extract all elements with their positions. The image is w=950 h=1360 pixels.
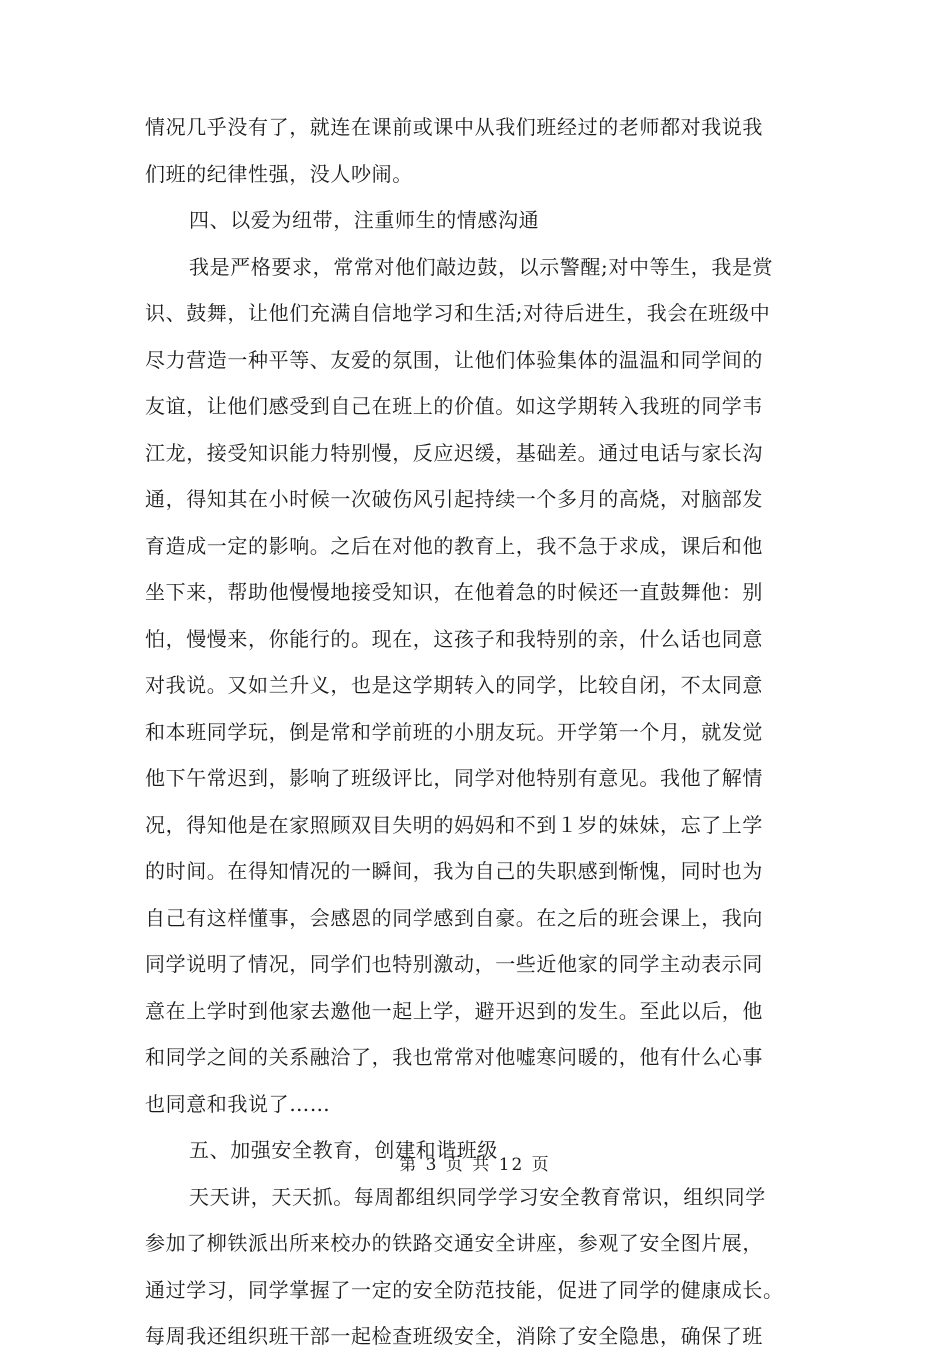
text-line: 每周我还组织班干部一起检查班级安全，消除了安全隐患，确保了班 [145,1324,763,1348]
text-line: 我是严格要求，常常对他们敲边鼓，以示警醒;对中等生，我是赏 [189,254,774,279]
text-line: 的时间。在得知情况的一瞬间，我为自己的失职感到惭愧，同时也为 [145,859,763,883]
text-line: 参加了柳铁派出所来校办的铁路交通安全讲座，参观了安全图片展， [145,1231,763,1255]
text-line: 也同意和我说了…… [145,1091,331,1116]
text-line: 同学说明了情况，同学们也特别激动，一些近他家的同学主动表示同 [145,952,763,976]
text-line: 和本班同学玩，倒是常和学前班的小朋友玩。开学第一个月，就发觉 [145,719,763,744]
text-line: 通过学习，同学掌握了一定的安全防范技能，促进了同学的健康成长。 [145,1277,784,1302]
text-line: 识、鼓舞，让他们充满自信地学习和生活;对待后进生，我会在班级中 [145,301,771,325]
page-number-footer: 第 3 页 共 12 页 [399,1155,551,1175]
text-line: 和同学之间的关系融洽了，我也常常对他嘘寒问暖的，他有什么心事 [145,1045,763,1069]
text-line: 情况几乎没有了，就连在课前或课中从我们班经过的老师都对我说我 [145,115,763,139]
text-line: 友谊，让他们感受到自己在班上的价值。如这学期转入我班的同学韦 [145,394,763,418]
text-line: 尽力营造一种平等、友爱的氛围，让他们体验集体的温温和同学间的 [145,347,763,372]
text-line: 天天讲，天天抓。每周都组织同学学习安全教育常识，组织同学 [189,1184,766,1209]
text-line: 育造成一定的影响。之后在对他的教育上，我不急于求成，课后和他 [145,533,763,558]
text-line: 坐下来，帮助他慢慢地接受知识，在他着急的时候还一直鼓舞他：别 [145,580,763,604]
text-line: 江龙，接受知识能力特别慢，反应迟缓，基础差。通过电话与家长沟 [145,440,763,465]
text-line: 通，得知其在小时候一次破伤风引起持续一个多月的高烧，对脑部发 [145,487,763,511]
text-line: 他下午常迟到，影响了班级评比，同学对他特别有意见。我他了解情 [145,766,763,790]
section-heading: 四、以爱为纽带，注重师生的情感沟通 [189,208,540,232]
text-line: 况，得知他是在家照顾双目失明的妈妈和不到１岁的妹妹，忘了上学 [145,812,763,837]
text-line: 对我说。又如兰升义，也是这学期转入的同学，比较自闭，不太同意 [145,673,763,697]
text-line: 意在上学时到他家去邀他一起上学，避开迟到的发生。至此以后，他 [145,998,763,1023]
text-line: 们班的纪律性强，没人吵闹。 [145,161,413,186]
section-heading: 五、加强安全教育，创建和谐班级 [189,1138,498,1162]
text-line: 自己有这样懂事，会感恩的同学感到自豪。在之后的班会课上，我向 [145,905,763,930]
text-line: 怕，慢慢来，你能行的。现在，这孩子和我特别的亲，什么话也同意 [145,626,763,651]
